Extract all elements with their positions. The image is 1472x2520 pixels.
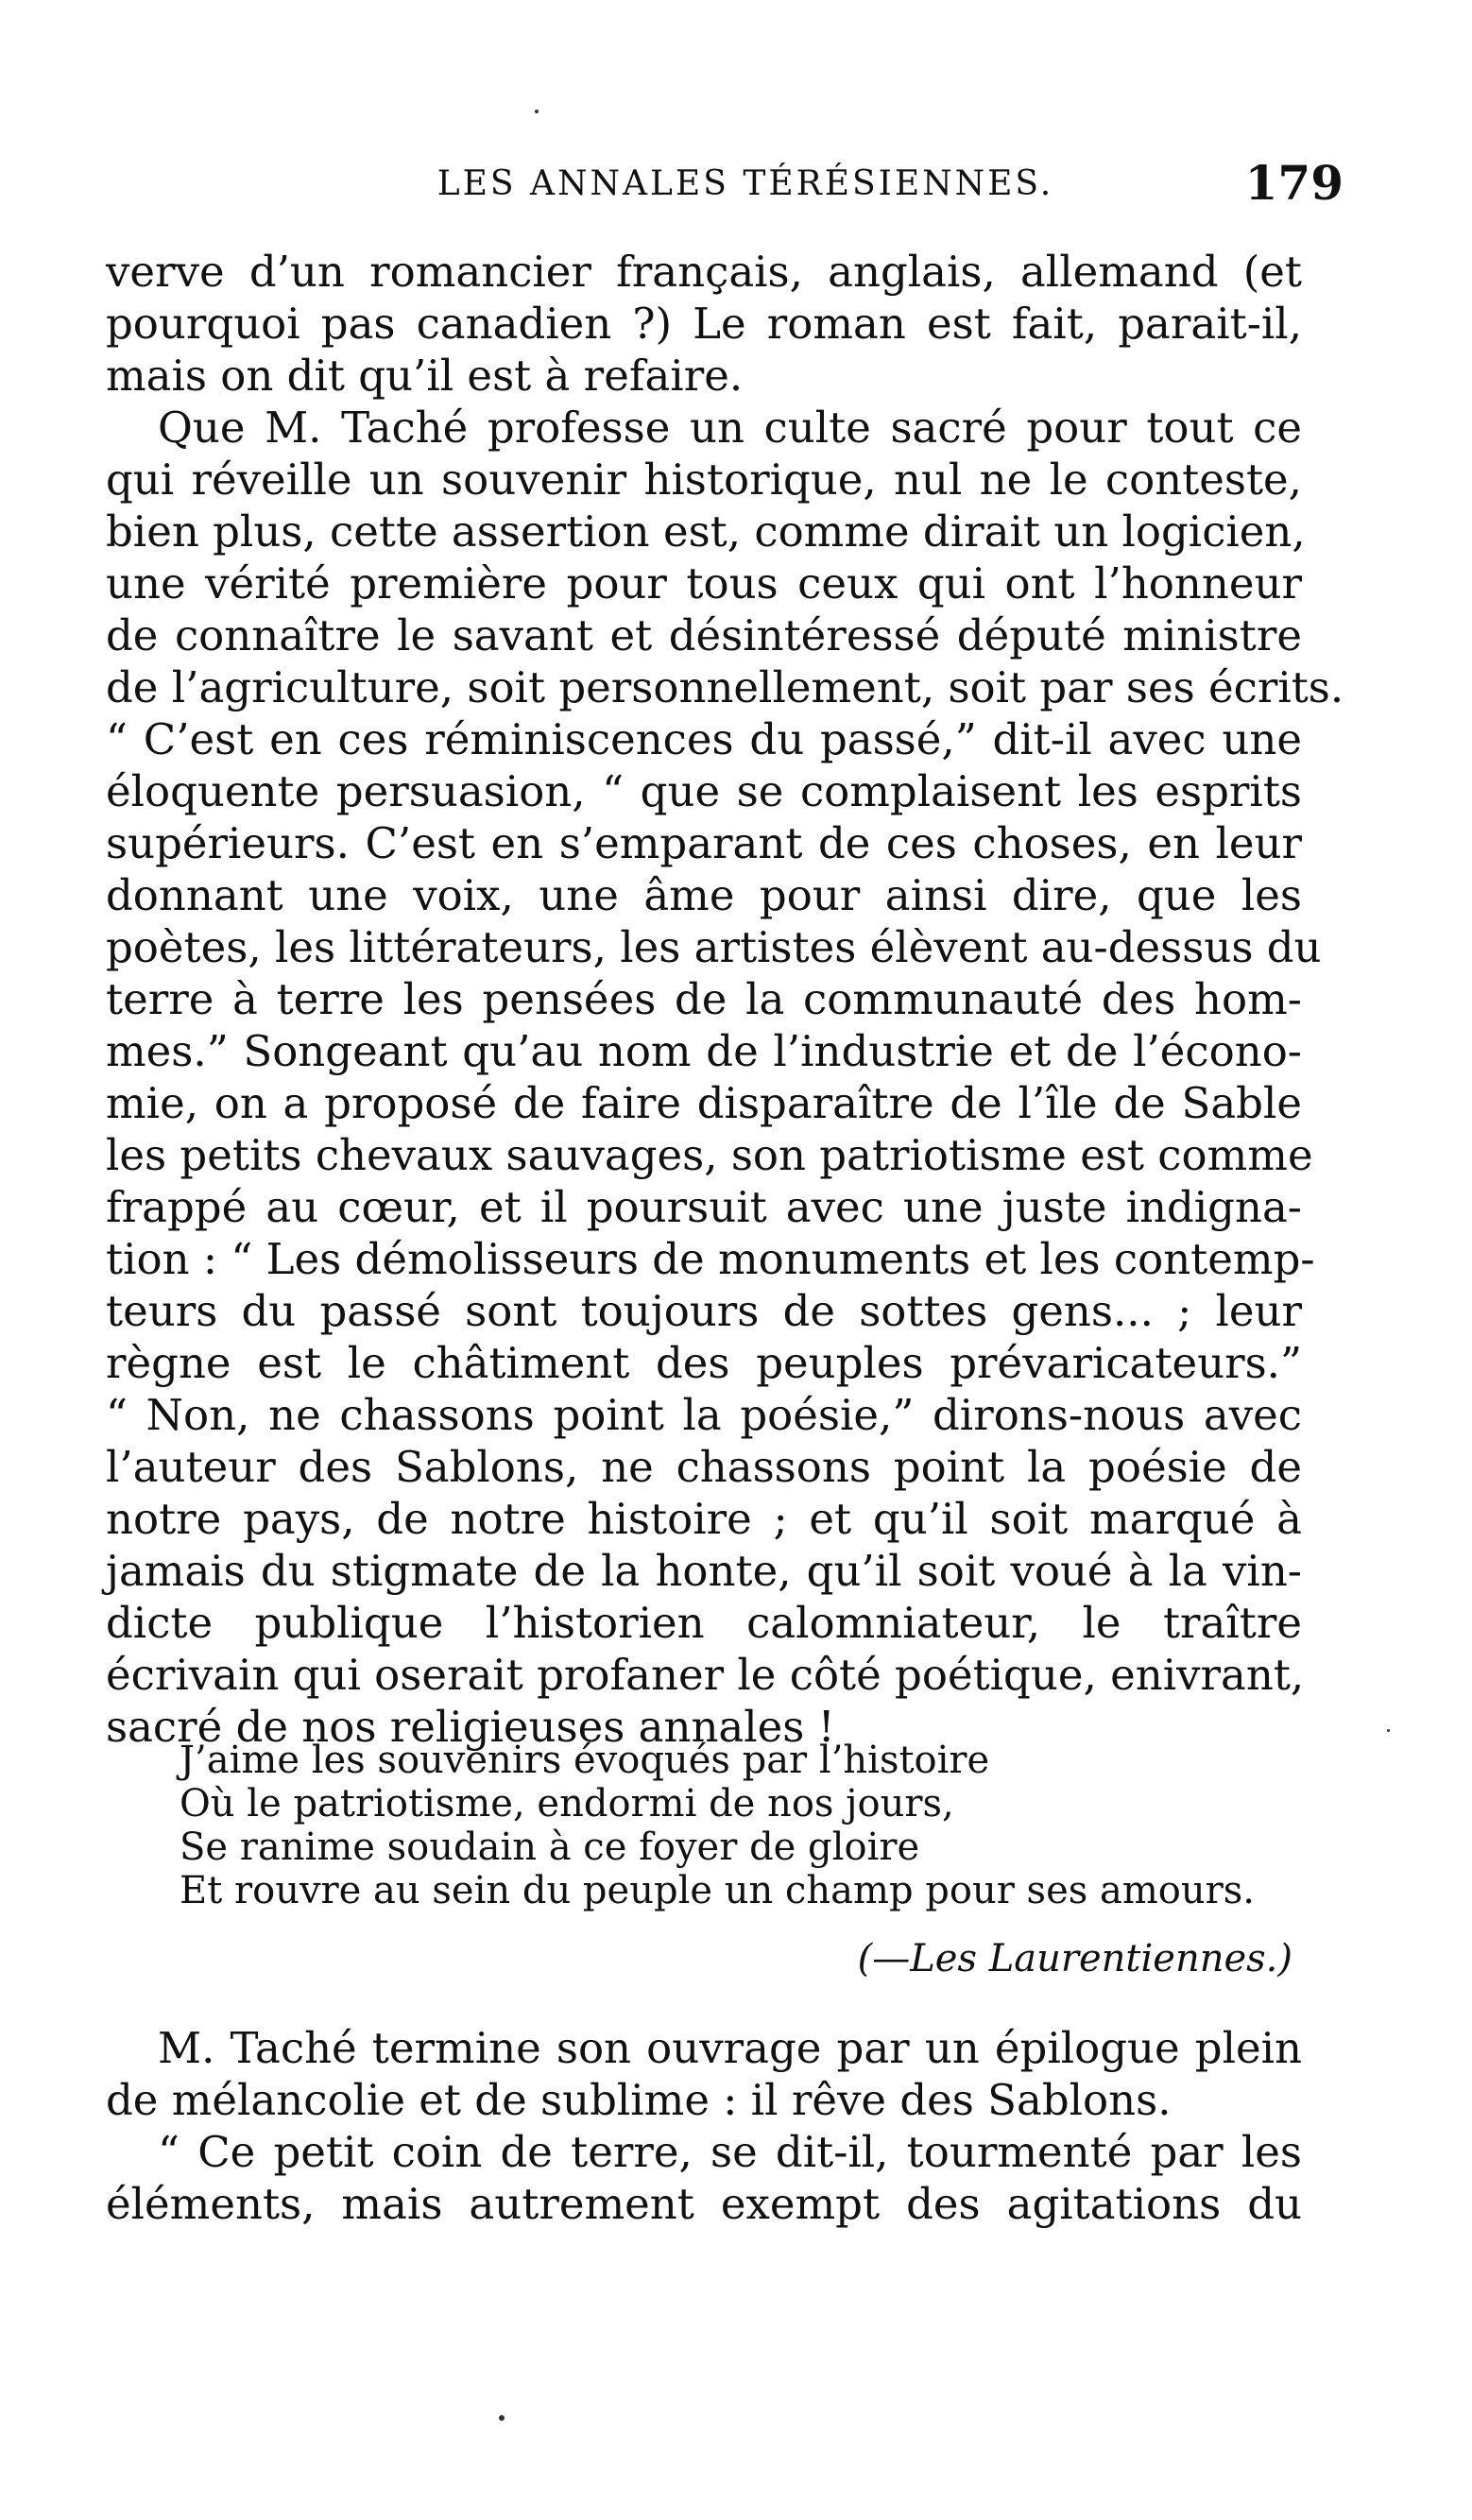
text-line: mes.” Songeant qu’au nom de l’industrie et de l’écono- [106, 1026, 1302, 1076]
text-line: tion : “ Les démolisseurs de monuments et les contemp- [106, 1234, 1315, 1284]
text-line: qui réveille un souvenir historique, nul ne le conteste, [106, 454, 1302, 505]
text-line: bien plus, cette assertion est, comme dirait un logicien, [106, 506, 1306, 557]
text-line: écrivain qui oserait profaner le côté poétique, enivrant, [106, 1650, 1305, 1700]
ink-speck [535, 110, 539, 113]
verse-line: Et rouvre au sein du peuple un champ pour ses amours. [180, 1869, 1255, 1912]
text-line: dicte publique l’historien calomniateur, le traître [106, 1598, 1302, 1648]
text-line: règne est le châtiment des peuples prévaricateurs.” [106, 1338, 1302, 1388]
closing-text [106, 2022, 1302, 2230]
text-line: supérieurs. C’est en s’emparant de ces choses, en leur [106, 818, 1302, 868]
text-line: de mélancolie et de sublime : il rêve des Sablons. [106, 2075, 1172, 2125]
text-line: verve d’un romancier français, anglais, allemand (et [106, 247, 1302, 297]
text-line: une vérité première pour tous ceux qui ont l’honneur [106, 558, 1302, 609]
text-line: Que M. Taché professe un culte sacré pour tout ce [158, 403, 1302, 453]
text-line: teurs du passé sont toujours de sottes gens... ; leur [106, 1286, 1302, 1336]
text-line: poètes, les littérateurs, les artistes élèvent au-dessus du [106, 922, 1322, 972]
text-line: éloquente persuasion, “ que se complaisent les esprits [106, 766, 1302, 816]
page-header [111, 142, 1351, 211]
verse-attribution: (—Les Laurentiennes.) [857, 1937, 1292, 1980]
text-line: donnant une voix, une âme pour ainsi dire, que les [106, 870, 1302, 920]
text-line: “ C’est en ces réminiscences du passé,” dit-il avec une [106, 714, 1302, 764]
text-line: de connaître le savant et désintéressé député ministre [106, 610, 1302, 660]
text-line: M. Taché termine son ouvrage par un épilogue plein [158, 2023, 1302, 2073]
text-line: “ Ce petit coin de terre, se dit-il, tourmenté par les [158, 2127, 1302, 2177]
text-line: l’auteur des Sablons, ne chassons point la poésie de [106, 1442, 1302, 1492]
text-line: jamais du stigmate de la honte, qu’il soit voué à la vin- [106, 1546, 1302, 1596]
text-line: mie, on a proposé de faire disparaître de l’île de Sable [106, 1078, 1302, 1128]
verse-line: Se ranime soudain à ce foyer de gloire [180, 1826, 920, 1869]
text-line: notre pays, de notre histoire ; et qu’il soit marqué à [106, 1494, 1302, 1544]
text-line: mais on dit qu’il est à refaire. [106, 351, 744, 401]
text-line: frappé au cœur, et il poursuit avec une juste indigna- [106, 1182, 1302, 1232]
running-title: LES ANNALES TÉRÉSIENNES. [436, 164, 1054, 203]
text-line: sacré de nos religieuses annales ! [106, 1702, 835, 1752]
text-line: pourquoi pas canadien ?) Le roman est fait, parait-il, [106, 299, 1302, 349]
ink-speck [1387, 1729, 1390, 1732]
page-number: 179 [1244, 155, 1344, 211]
verse-line: J’aime les souvenirs évoqués par l’histoire [180, 1739, 990, 1782]
verse-line: Où le patriotisme, endormi de nos jours, [180, 1782, 954, 1826]
text-line: les petits chevaux sauvages, son patriotisme est comme [106, 1130, 1313, 1180]
text-line: “ Non, ne chassons point la poésie,” dirons-nous avec [106, 1390, 1302, 1440]
verse-quotation [180, 1739, 1255, 1912]
text-line: de l’agriculture, soit personnellement, soit par ses écrits. [106, 662, 1344, 712]
main-text [106, 246, 1344, 1753]
text-line: éléments, mais autrement exempt des agitations du [106, 2179, 1302, 2229]
ink-speck [499, 2415, 505, 2421]
text-line: terre à terre les pensées de la communauté des hom- [106, 974, 1302, 1024]
